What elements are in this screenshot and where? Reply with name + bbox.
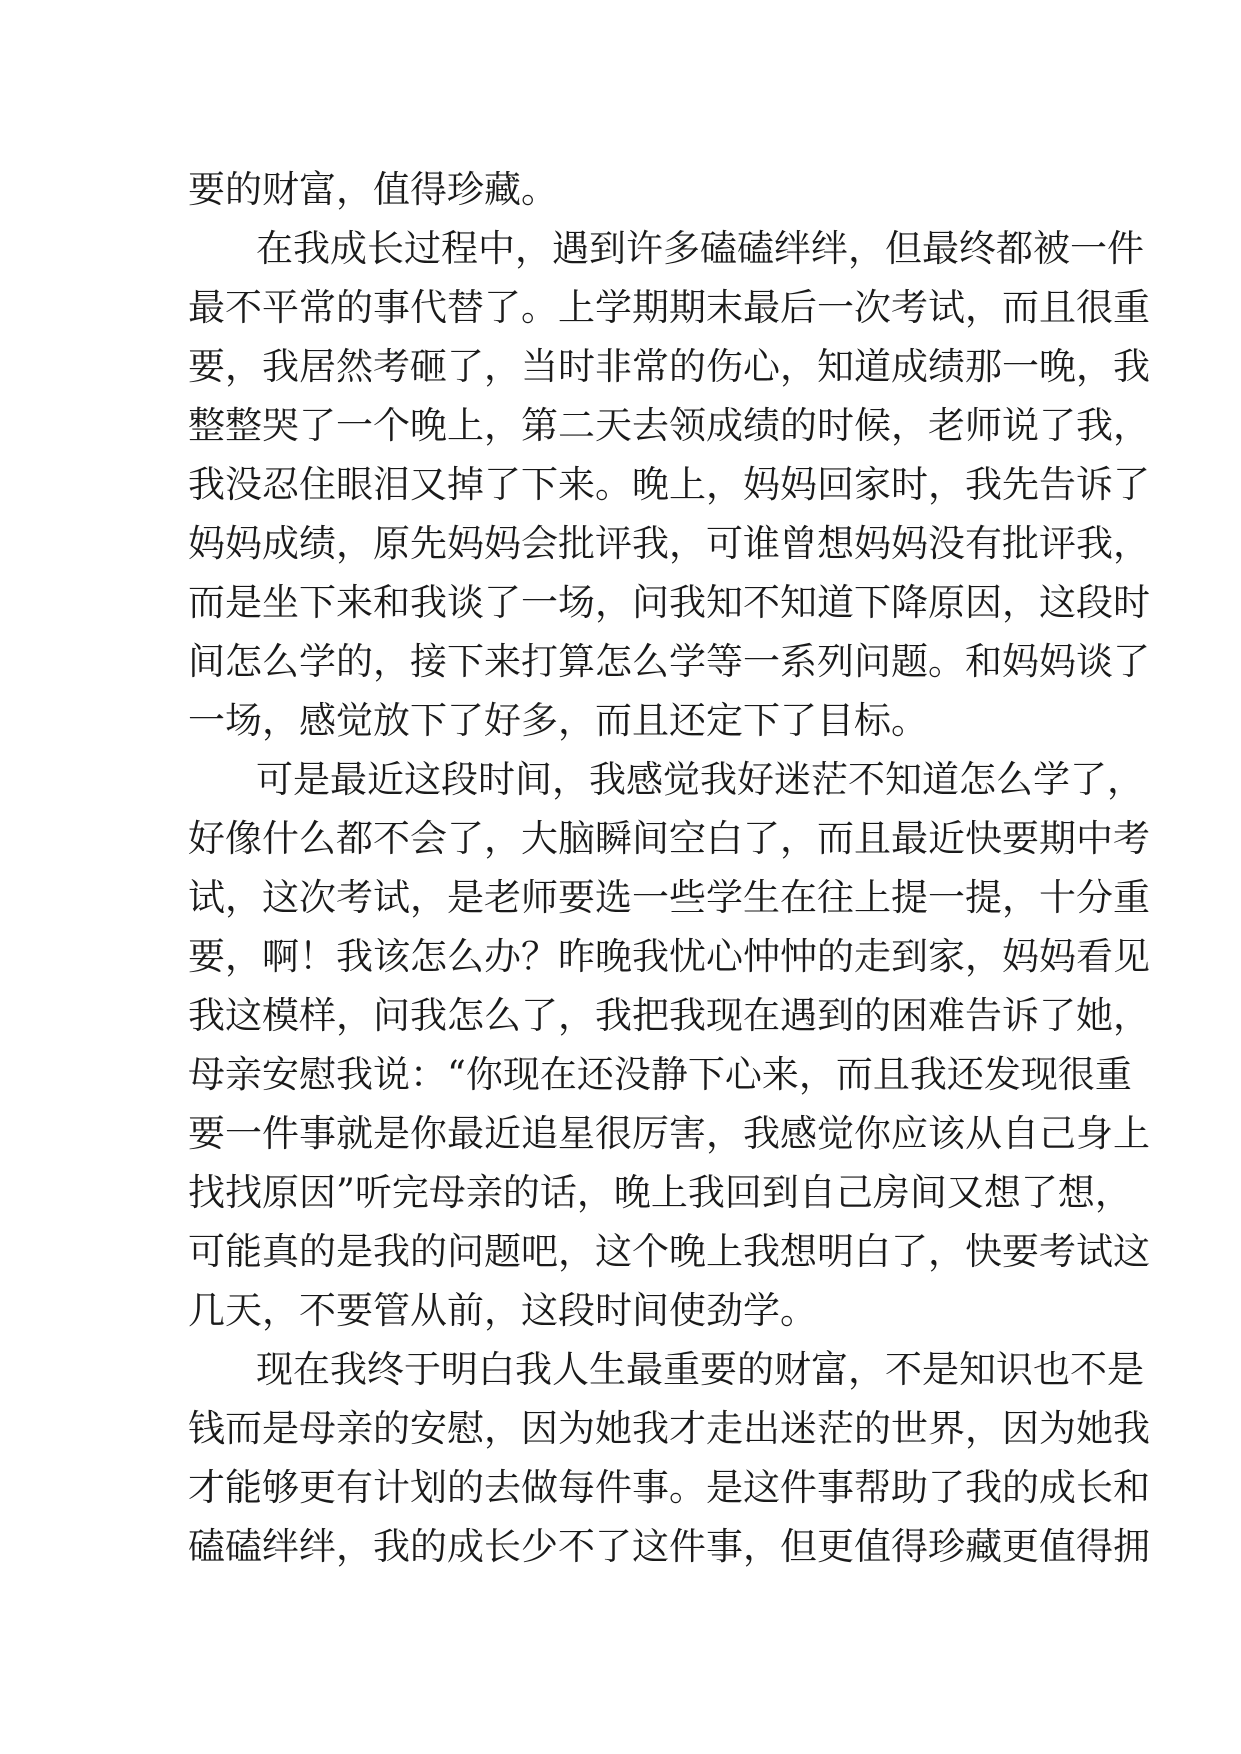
paragraph-first-line: 现在我终于明白我人生最重要的财富，不是知识也不是 — [256, 1348, 1144, 1391]
text-line: 妈妈成绩，原先妈妈会批评我，可谁曾想妈妈没有批评我， — [188, 522, 1150, 565]
text-line: 我这模样，问我怎么了，我把我现在遇到的困难告诉了她， — [188, 994, 1150, 1037]
text-line: 找找原因”听完母亲的话，晚上我回到自己房间又想了想， — [188, 1171, 1132, 1214]
text-line: 几天，不要管从前，这段时间使劲学。 — [188, 1289, 817, 1332]
text-line: 间怎么学的，接下来打算怎么学等一系列问题。和妈妈谈了 — [188, 640, 1150, 683]
text-line: 要，我居然考砸了，当时非常的伤心，知道成绩那一晚，我 — [188, 345, 1150, 388]
text-line: 钱而是母亲的安慰，因为她我才走出迷茫的世界，因为她我 — [188, 1407, 1150, 1450]
essay-body — [188, 160, 1150, 1576]
paragraph-first-line: 可是最近这段时间，我感觉我好迷茫不知道怎么学了， — [256, 758, 1144, 801]
text-line: 要一件事就是你最近追星很厉害，我感觉你应该从自己身上 — [188, 1112, 1150, 1155]
text-line: 母亲安慰我说：“你现在还没静下心来，而且我还发现很重 — [188, 1053, 1132, 1096]
text-line: 才能够更有计划的去做每件事。是这件事帮助了我的成长和 — [188, 1466, 1150, 1509]
text-line: 好像什么都不会了，大脑瞬间空白了，而且最近快要期中考 — [188, 817, 1150, 860]
paragraph-first-line: 在我成长过程中，遇到许多磕磕绊绊，但最终都被一件 — [256, 227, 1144, 270]
text-line: 试，这次考试，是老师要选一些学生在往上提一提，十分重 — [188, 876, 1150, 919]
text-line: 要，啊！我该怎么办？昨晚我忧心忡忡的走到家，妈妈看见 — [188, 935, 1150, 978]
text-line: 整整哭了一个晚上，第二天去领成绩的时候，老师说了我， — [188, 404, 1150, 447]
text-line: 一场，感觉放下了好多，而且还定下了目标。 — [188, 699, 928, 742]
text-line: 而是坐下来和我谈了一场，问我知不知道下降原因，这段时 — [188, 581, 1150, 624]
text-line: 要的财富，值得珍藏。 — [188, 168, 558, 211]
text-line: 最不平常的事代替了。上学期期末最后一次考试，而且很重 — [188, 286, 1150, 329]
text-line: 我没忍住眼泪又掉了下来。晚上，妈妈回家时，我先告诉了 — [188, 463, 1150, 506]
text-line: 可能真的是我的问题吧，这个晚上我想明白了，快要考试这 — [188, 1230, 1150, 1273]
text-line: 磕磕绊绊，我的成长少不了这件事，但更值得珍藏更值得拥 — [188, 1525, 1150, 1568]
